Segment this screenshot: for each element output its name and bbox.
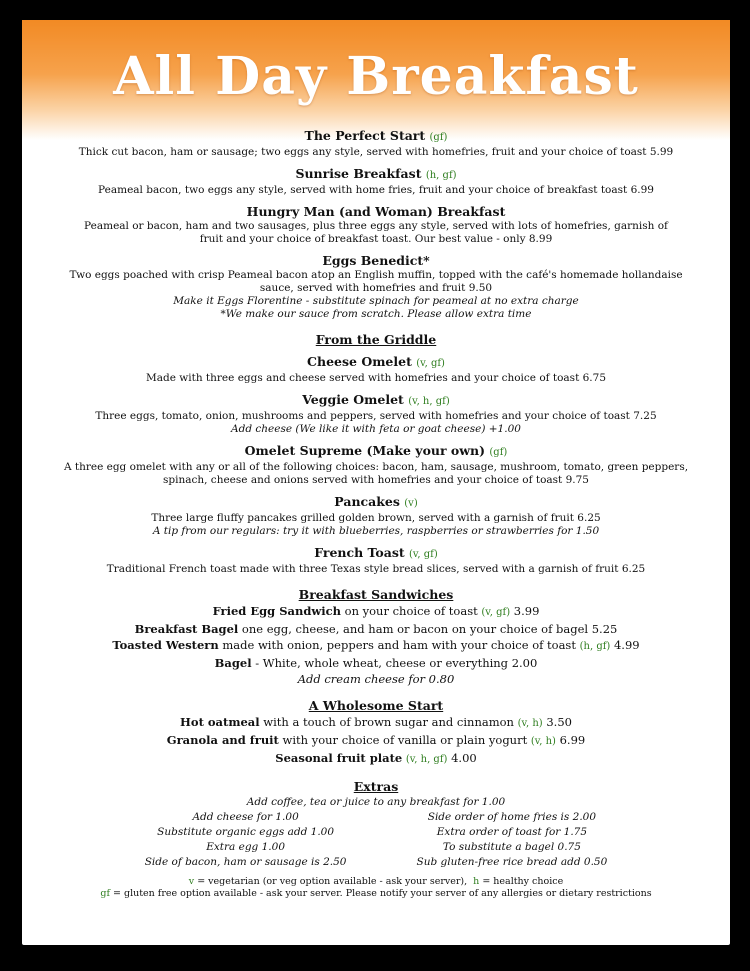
item-note: Add cheese (We like it with feta or goat cheese) +1.00 [231, 423, 521, 435]
menu-page [22, 20, 730, 945]
item-name: French Toast [314, 545, 405, 560]
sandwich-line: Breakfast Bagel one egg, cheese, and ham or bacon on your choice of bagel 5.25 [134, 622, 618, 636]
item-description: Thick cut bacon, ham or sausage; two eggs any style, served with homefries, fruit and your choice of toast 5.99 [78, 146, 674, 158]
menu-item [22, 253, 730, 321]
section-heading-extras: Extras [353, 779, 399, 794]
menu-header [22, 20, 730, 140]
item-description: A three egg omelet with any or all of the following choices: bacon, ham, sausage, mushroom, tomato, green peppers, spinach, cheese and onions served with homefries and your choice of toast 9.75 [63, 461, 689, 486]
item-tag: (v, gf) [409, 549, 438, 560]
menu-item [22, 354, 730, 385]
item-tag: (gf) [489, 447, 508, 458]
item-description: Traditional French toast made with three Texas style bread slices, served with a garnish of fruit 6.25 [106, 563, 646, 575]
menu-title: All Day Breakfast [113, 46, 639, 107]
item-description: Peameal or bacon, ham and two sausages, plus three eggs any style, served with lots of homefries, garnish of fruit and your choice of breakfast toast. Our best value - only 8.99 [84, 220, 668, 245]
item-tag: (gf) [429, 132, 448, 143]
item-note: *We make our sauce from scratch. Please allow extra time [220, 308, 532, 320]
sandwich-line: Bagel - White, whole wheat, cheese or everything 2.00 [214, 656, 538, 670]
extras-left [145, 810, 347, 870]
menu-item [22, 545, 730, 576]
menu-item [22, 392, 730, 436]
extras-columns [22, 810, 730, 870]
extras-intro: Add coffee, tea or juice to any breakfast for 1.00 [246, 796, 506, 808]
item-name: Veggie Omelet [302, 392, 404, 407]
section-heading-sandwiches: Breakfast Sandwiches [298, 587, 454, 602]
item-name: Omelet Supreme (Make your own) [244, 443, 486, 458]
item-description: Two eggs poached with crisp Peameal bacon atop an English muffin, topped with the café's homemade hollandaise sauce, served with homefries and fruit 9.50 [69, 269, 683, 294]
menu-item [22, 443, 730, 487]
item-description: Three large fluffy pancakes grilled golden brown, served with a garnish of fruit 6.25 [151, 512, 601, 524]
item-name: Hungry Man (and Woman) Breakfast [246, 204, 506, 219]
item-description: Three eggs, tomato, onion, mushrooms and peppers, served with homefries and your choice of toast 7.25 [95, 410, 657, 422]
extras-item: Add cheese for 1.00 [192, 811, 299, 823]
menu-item [22, 204, 730, 246]
extras-right [417, 810, 608, 870]
sandwich-note: Add cream cheese for 0.80 [297, 672, 455, 686]
item-description: Made with three eggs and cheese served with homefries and your choice of toast 6.75 [145, 372, 607, 384]
item-note: A tip from our regulars: try it with blueberries, raspberries or strawberries for 1.50 [152, 525, 600, 537]
extras-item: Side order of home fries is 2.00 [427, 811, 597, 823]
legend: v = vegetarian (or veg option available - ask your server), h = healthy choice gf = gluten free option available - ask your server. Please notify your server of any allergies or dietary restrictions [100, 876, 652, 899]
wholesome-line: Seasonal fruit plate (v, h, gf) 4.00 [275, 751, 477, 765]
wholesome-line: Hot oatmeal with a touch of brown sugar and cinnamon (v, h) 3.50 [180, 715, 572, 729]
extras-item: To substitute a bagel 0.75 [442, 841, 581, 853]
section-heading-wholesome: A Wholesome Start [308, 698, 444, 713]
menu-content [22, 128, 730, 900]
item-name: The Perfect Start [304, 128, 426, 143]
menu-item [22, 166, 730, 197]
extras-item: Side of bacon, ham or sausage is 2.50 [144, 856, 347, 868]
menu-item [22, 128, 730, 159]
extras-item: Sub gluten-free rice bread add 0.50 [416, 856, 608, 868]
item-tag: (v, h, gf) [408, 396, 450, 407]
item-tag: (v) [404, 498, 418, 509]
extras-item: Substitute organic eggs add 1.00 [157, 826, 335, 838]
section-heading-griddle: From the Griddle [315, 332, 437, 347]
sandwich-line: Toasted Western made with onion, peppers and ham with your choice of toast (h, gf) 4.99 [112, 638, 640, 652]
sandwich-line: Fried Egg Sandwich on your choice of toast (v, gf) 3.99 [212, 604, 540, 618]
item-note: Make it Eggs Florentine - substitute spinach for peameal at no extra charge [173, 295, 579, 307]
item-name: Pancakes [334, 494, 400, 509]
item-name: Sunrise Breakfast [295, 166, 422, 181]
extras-item: Extra order of toast for 1.75 [436, 826, 588, 838]
item-name: Cheese Omelet [307, 354, 412, 369]
extras-item: Extra egg 1.00 [206, 841, 285, 853]
item-name: Eggs Benedict* [322, 253, 430, 268]
item-tag: (v, gf) [416, 358, 445, 369]
menu-item [22, 494, 730, 538]
wholesome-line: Granola and fruit with your choice of vanilla or plain yogurt (v, h) 6.99 [166, 733, 586, 747]
item-tag: (h, gf) [425, 170, 457, 181]
item-description: Peameal bacon, two eggs any style, served with home fries, fruit and your choice of breakfast toast 6.99 [98, 184, 654, 196]
